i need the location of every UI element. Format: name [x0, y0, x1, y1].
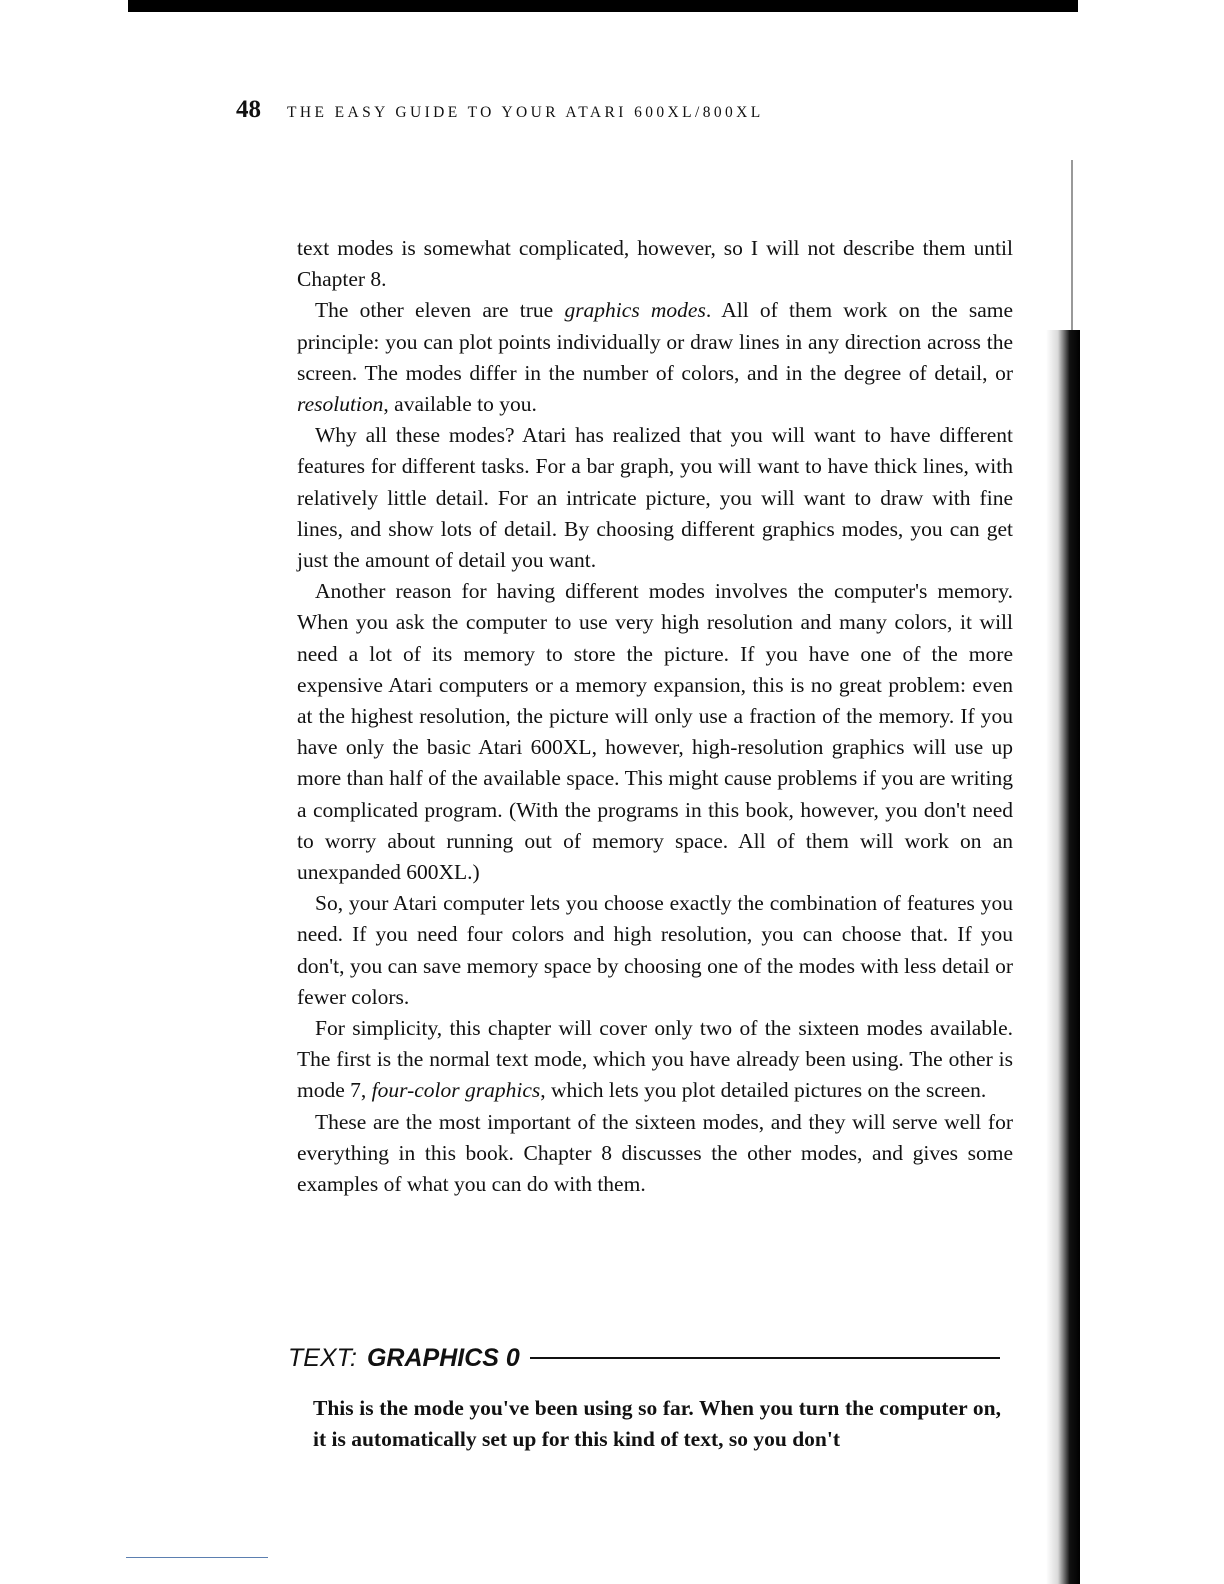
book-title: THE EASY GUIDE TO YOUR ATARI 600XL/800XL	[287, 104, 764, 121]
body-text	[297, 233, 1013, 1200]
paragraph: Another reason for having different modes involves the computer's memory. When you ask the computer to use very high resolution and many colors, it will need a lot of its memory to store the picture. If you have one of the more expensive Atari computers or a memory expansion, this is no great problem: even at the highest resolution, the picture will only use a fraction of the memory. If you have only the basic Atari 600XL, however, high-resolution graphics will use up more than half of the available space. This might cause problems if you are writing a complicated program. (With the programs in this book, however, you don't need to worry about running out of memory space. All of them will work on an unexpanded 600XL.)	[297, 579, 1013, 885]
section-heading-title: GRAPHICS 0	[366, 1343, 520, 1372]
paragraph: text modes is somewhat complicated, however, so I will not describe them until Chapter 8.	[297, 236, 1013, 292]
running-head	[236, 96, 764, 124]
paragraph: For simplicity, this chapter will cover only two of the sixteen modes available. The first is the normal text mode, which you have already been using. The other is mode 7, four-color graphics, which lets you plot detailed pictures on the screen.	[297, 1016, 1013, 1103]
term-resolution: resolution	[297, 392, 384, 417]
section-heading	[288, 1338, 1000, 1378]
term-four-color-graphics: four-color graphics	[371, 1078, 541, 1103]
scan-top-edge	[128, 0, 1078, 12]
paragraph: This is the mode you've been using so far. When you turn the computer on, it is automatically set up for this kind of text, so you don't	[313, 1396, 1001, 1452]
section-heading-rule	[530, 1357, 1000, 1359]
page-number: 48	[236, 96, 261, 123]
scan-right-edge-thin	[1071, 160, 1073, 350]
paragraph: These are the most important of the sixteen modes, and they will serve well for everything in this book. Chapter 8 discusses the other modes, and gives some examples of what you can do with them.	[297, 1109, 1013, 1197]
scan-right-edge-shadow	[1046, 330, 1080, 1584]
term-graphics-modes: graphics modes	[564, 298, 706, 323]
section-heading-label: TEXT:	[288, 1343, 357, 1372]
paragraph: Why all these modes? Atari has realized that you will want to have different features for different tasks. For a bar graph, you will want to have thick lines, with relatively little detail. For an intricate picture, you will want to draw with fine lines, and show lots of detail. By choosing different graphics modes, you can get just the amount of detail you want.	[297, 423, 1013, 573]
section-body-text	[313, 1393, 1001, 1455]
paragraph: The other eleven are true graphics modes. All of them work on the same principle: you can plot points individually or draw lines in any direction across the screen. The modes differ in the number of colors, and in the degree of detail, or resolution, available to you.	[297, 298, 1014, 417]
scan-bottom-mark	[126, 1557, 268, 1558]
paragraph: So, your Atari computer lets you choose exactly the combination of features you need. If you need four colors and high resolution, you can choose that. If you don't, you can save memory space by choosing one of the modes with less detail or fewer colors.	[297, 891, 1013, 1009]
